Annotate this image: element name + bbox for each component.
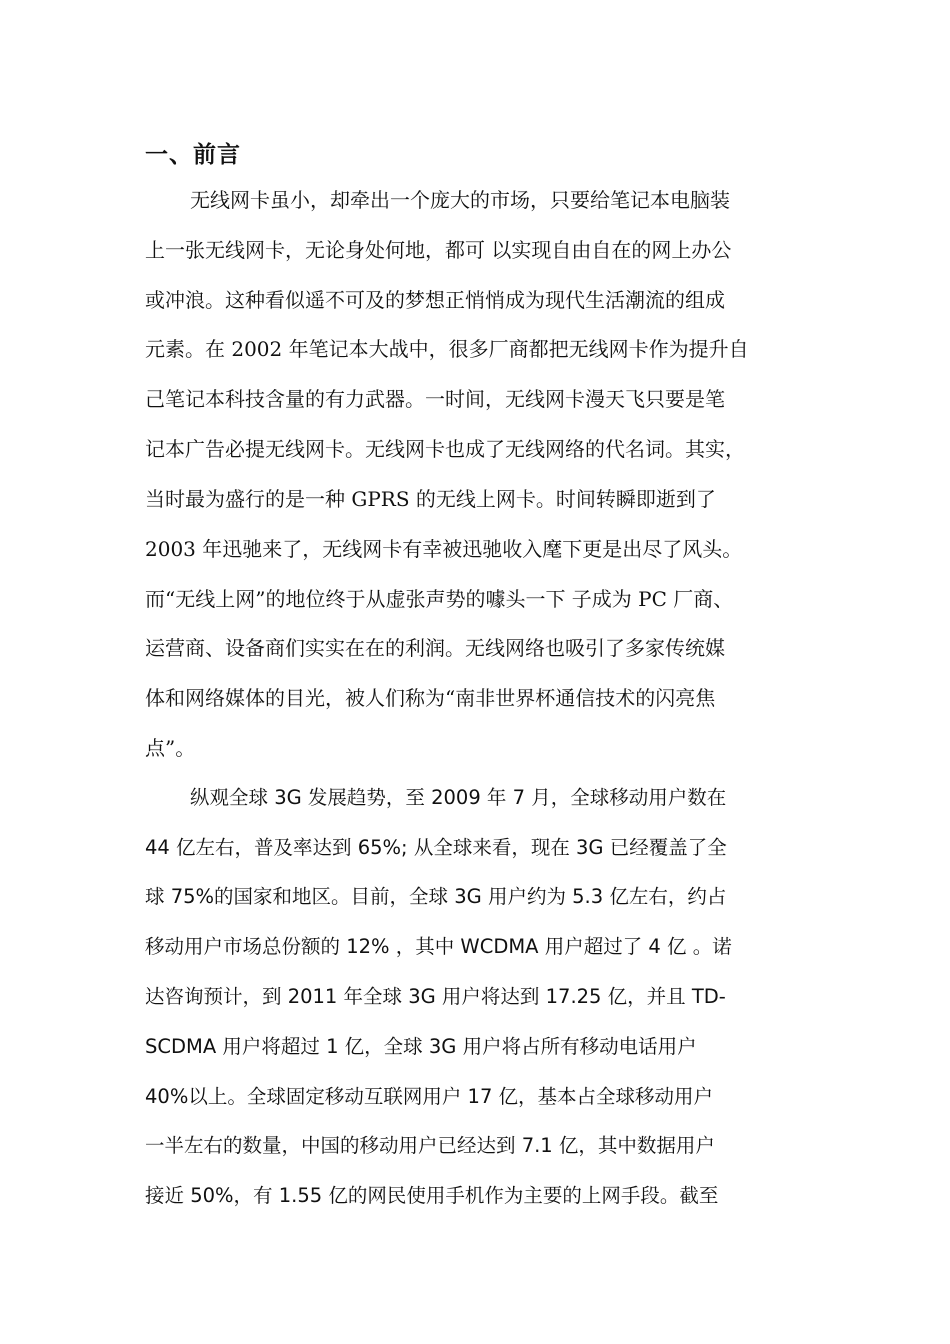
paragraph-line: 无线网卡虽小，却牵出一个庞大的市场，只要给笔记本电脑装 — [190, 188, 730, 212]
paragraph-line: 移动用户市场总份额的 12% ，其中 WCDMA 用户超过了 4 亿 。诺 — [145, 935, 732, 958]
paragraph-line: 记本广告必提无线网卡。无线网卡也成了无线网络的代名词。其实， — [145, 437, 745, 461]
paragraph-line: 2003 年迅驰来了，无线网卡有幸被迅驰收入麾下更是出尽了风头。 — [145, 537, 743, 561]
paragraph-line: 而“无线上网”的地位终于从虚张声势的噱头一下 子成为 PC 厂商、 — [145, 587, 734, 611]
paragraph-line: 点”。 — [145, 736, 196, 760]
paragraph-line: 一半左右的数量，中国的移动用户已经达到 7.1 亿，其中数据用户 — [145, 1134, 715, 1157]
paragraph-line: SCDMA 用户将超过 1 亿，全球 3G 用户将占所有移动电话用户 — [145, 1035, 697, 1058]
paragraph-line: 或冲浪。这种看似遥不可及的梦想正悄悄成为现代生活潮流的组成 — [145, 288, 725, 312]
section-heading: 一、前言 — [145, 141, 241, 168]
paragraph-line: 体和网络媒体的目光，被人们称为“南非世界杯通信技术的闪亮焦 — [145, 686, 716, 710]
paragraph-line: 己笔记本科技含量的有力武器。一时间，无线网卡漫天飞只要是笔 — [145, 387, 725, 411]
paragraph-line: 运营商、设备商们实实在在的利润。无线网络也吸引了多家传统媒 — [145, 636, 725, 660]
paragraph-line: 元素。在 2002 年笔记本大战中，很多厂商都把无线网卡作为提升自 — [145, 337, 749, 361]
paragraph-line: 球 75%的国家和地区。目前，全球 3G 用户约为 5.3 亿左右，约占 — [145, 885, 727, 908]
paragraph-line: 纵观全球 3G 发展趋势，至 2009 年 7 月，全球移动用户数在 — [190, 786, 727, 809]
paragraph-line: 40%以上。全球固定移动互联网用户 17 亿，基本占全球移动用户 — [145, 1085, 714, 1108]
paragraph-line: 上一张无线网卡，无论身处何地，都可 以实现自由自在的网上办公 — [145, 238, 732, 262]
paragraph-line: 达咨询预计，到 2011 年全球 3G 用户将达到 17.25 亿，并且 TD- — [145, 985, 726, 1008]
paragraph-line: 接近 50%，有 1.55 亿的网民使用手机作为主要的上网手段。截至 — [145, 1184, 719, 1207]
paragraph-line: 当时最为盛行的是一种 GPRS 的无线上网卡。时间转瞬即逝到了 — [145, 487, 716, 511]
paragraph-line: 44 亿左右，普及率达到 65%; 从全球来看，现在 3G 已经覆盖了全 — [145, 836, 727, 859]
